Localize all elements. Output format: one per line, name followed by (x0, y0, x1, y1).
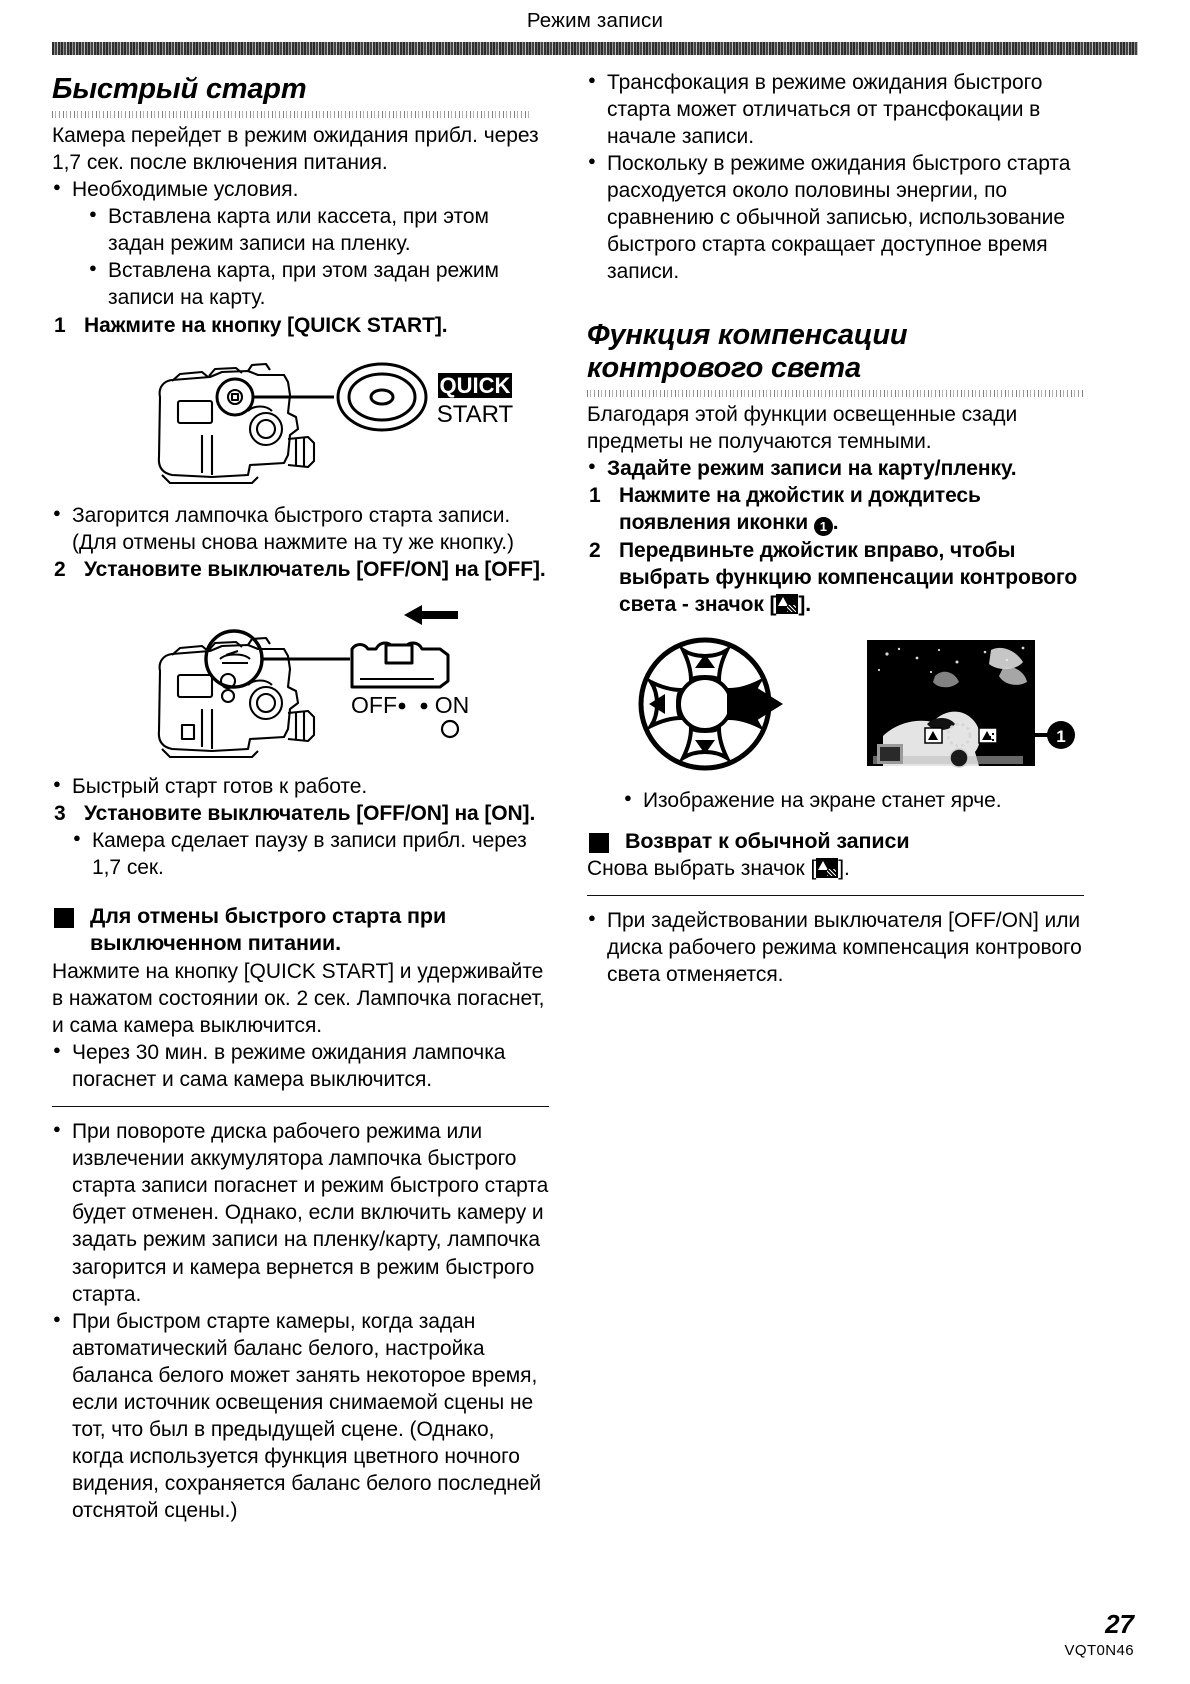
quick-label-text: QUICK (439, 372, 511, 398)
backlight-compensation-icon (776, 594, 798, 614)
cancel-quick-start-note: ● Через 30 мин. в режиме ожидания лампочка погаснет и сама камера выключится. (52, 1039, 549, 1093)
left-step-2 (52, 556, 549, 583)
joystick-icon (641, 640, 783, 768)
lcd-screen (867, 640, 1035, 767)
return-to-normal-heading: Возврат к обычной записи (587, 828, 1084, 855)
page-number: 27 (1105, 1609, 1134, 1639)
left-step-2-number: 2 (54, 557, 66, 581)
left-step-1 (52, 312, 549, 339)
return-to-normal-text (587, 855, 1084, 882)
right-step-2 (587, 537, 1084, 618)
right-step-1 (587, 482, 1084, 536)
camcorder-off-on-svg (52, 597, 522, 767)
right-step-1-text-after: . (832, 511, 839, 535)
switch-direction-arrow (404, 605, 458, 625)
cancel-quick-start-text: Нажмите на кнопку [QUICK START] и удерживайте в нажатом состоянии ок. 2 сек. Лампочка погаснет, и сама камера выключится. (52, 959, 545, 1037)
left-step-2-text: Установите выключатель [OFF/ON] на [OFF]. (84, 557, 546, 581)
condition-item-2: ● Вставлена карта, при этом задан режим записи на карту. (88, 257, 549, 311)
return-text-before: Снова выбрать значок [ (587, 857, 817, 881)
backlight-compensation-icon-2 (816, 858, 838, 878)
header-rule (52, 42, 1138, 55)
right-step-2-number: 2 (589, 538, 601, 562)
camcorder-quick-start-figure (52, 351, 549, 496)
left-column (52, 69, 549, 1525)
condition-item-1: ● Вставлена карта или кассета, при этом задан режим записи на пленку. (88, 203, 549, 257)
left-step-3-note: ● Камера сделает паузу в записи прибл. через 1,7 сек. (72, 827, 549, 881)
right-step-1-number: 1 (589, 484, 601, 508)
backlight-setup-bullet: ● Задайте режим записи на карту/пленку. (587, 455, 1084, 482)
left-step-3-text: Установите выключатель [OFF/ON] на [ON]. (84, 801, 536, 825)
right-notes-separator (587, 895, 1084, 896)
document-code: VQT0N46 (1064, 1642, 1134, 1659)
right-column (587, 69, 1084, 1525)
right-top-note-2: ● Поскольку в режиме ожидания быстрого старта расходуется около половины энергии, по сравнению с обычной записью, использование быстрого старта сокращает доступное время записи. (587, 150, 1084, 285)
left-section-title: Быстрый старт (52, 72, 307, 105)
conditions-bullet: ● Необходимые условия. (52, 176, 549, 203)
left-note-2: ● При быстром старте камеры, когда задан автоматический баланс белого, настройка баланса белого может занять некоторое время, если источник освещения снимаемой сцены не тот, что был в предыдущей сцене. (Однако, когда используется функция цветного ночного видения, сохраняется баланс белого последней отснятой сцены.) (52, 1308, 549, 1525)
left-notes-separator (52, 1106, 549, 1107)
start-label-text: START (436, 400, 514, 428)
joystick-lcd-svg (587, 632, 1084, 777)
camcorder-off-on-switch-figure (52, 597, 549, 767)
camcorder-quick-start-svg (52, 351, 522, 496)
callout-1-icon: 1 (814, 517, 833, 536)
left-step-1-number: 1 (54, 313, 66, 337)
right-bottom-note: ● При задействовании выключателя [OFF/ON] или диска рабочего режима компенсация контрового света отменяется. (587, 907, 1084, 988)
two-column-body (0, 69, 1190, 1525)
left-note-1: ● При повороте диска рабочего режима или извлечении аккумулятора лампочка быстрого старта записи погаснет и режим быстрого старта будет отменен. Однако, если включить камеру и задать режим записи на пленку/карту, лампочка загорится и камера вернется в режим быстрого старта. (52, 1118, 549, 1308)
right-step-1-text-before: Нажмите на джойстик и дождитесь появления иконки (619, 484, 981, 535)
left-step-3-number: 3 (54, 801, 66, 825)
cancel-quick-start-heading: Для отмены быстрого старта при выключенном питании. (52, 903, 549, 958)
right-section-title: Функция компенсации контрового света (587, 319, 908, 384)
left-title-rule (52, 111, 532, 118)
right-intro-paragraph: Благодаря этой функции освещенные сзади предметы не получаются темными. (587, 403, 1018, 454)
switch-on-label: ON (434, 691, 470, 718)
return-text-after: ]. (838, 857, 850, 881)
left-step-1-text: Нажмите на кнопку [QUICK START]. (84, 313, 448, 337)
left-step-1-note: ● Загорится лампочка быстрого старта записи. (Для отмены снова нажмите на ту же кнопку.) (52, 502, 549, 556)
page-footer (1065, 1611, 1135, 1658)
callout-1-marker-text: 1 (1056, 726, 1066, 746)
right-figure-note: ● Изображение на экране станет ярче. (623, 787, 1084, 814)
joystick-and-lcd-screen-figure (587, 632, 1084, 777)
right-step-2-text-after: ]. (798, 592, 812, 616)
left-step-3 (52, 800, 549, 827)
running-head: Режим записи (526, 9, 664, 32)
left-step-2-note: ● Быстрый старт готов к работе. (52, 773, 549, 800)
right-top-note-1: ● Трансфокация в режиме ожидания быстрого старта может отличаться от трансфокации в начале записи. (587, 69, 1084, 150)
right-title-rule (587, 390, 1084, 397)
left-intro-paragraph: Камера перейдет в режим ожидания прибл. через 1,7 сек. после включения питания. (52, 124, 539, 175)
right-step-2-text-before: Передвиньте джойстик вправо, чтобы выбрать функцию компенсации контрового света - значок [ (619, 538, 1078, 616)
switch-off-label: OFF (351, 691, 397, 718)
